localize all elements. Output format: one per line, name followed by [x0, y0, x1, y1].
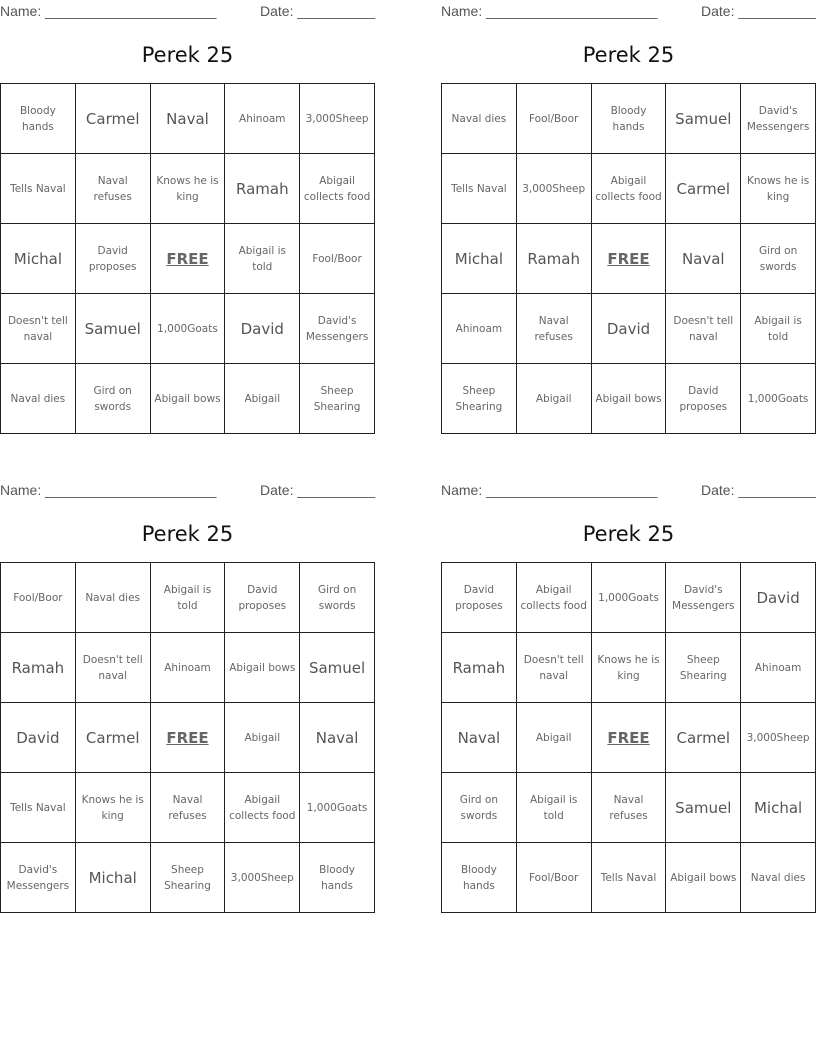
bingo-cell: Naval dies — [76, 563, 151, 633]
bingo-cell: Ahinoam — [741, 633, 816, 703]
bingo-card-3 — [0, 479, 375, 919]
card-header — [441, 0, 816, 22]
name-line: Name: ______________________ — [0, 482, 217, 498]
bingo-cell: David's Messengers — [741, 84, 816, 154]
bingo-cell: David proposes — [666, 364, 741, 434]
bingo-cell: Michal — [741, 773, 816, 843]
bingo-cell: David — [741, 563, 816, 633]
bingo-cell: Doesn't tell naval — [666, 294, 741, 364]
bingo-cell: Ramah — [517, 224, 592, 294]
bingo-cell: Carmel — [76, 84, 151, 154]
free-space: FREE — [592, 703, 667, 773]
bingo-cell: Ramah — [1, 633, 76, 703]
bingo-cell: Tells Naval — [442, 154, 517, 224]
bingo-cell: David — [592, 294, 667, 364]
bingo-grid — [441, 562, 816, 913]
bingo-cell: Ahinoam — [442, 294, 517, 364]
bingo-cell: Samuel — [300, 633, 375, 703]
card-header — [441, 479, 816, 501]
bingo-card-1 — [0, 0, 375, 440]
bingo-cell: Carmel — [666, 703, 741, 773]
bingo-cell: Naval dies — [741, 843, 816, 913]
bingo-cell: Naval dies — [442, 84, 517, 154]
card-title: Perek 25 — [582, 43, 675, 67]
bingo-cell: Ahinoam — [151, 633, 226, 703]
bingo-cell: Naval refuses — [76, 154, 151, 224]
card-title: Perek 25 — [141, 522, 234, 546]
bingo-cell: Abigail — [517, 703, 592, 773]
bingo-cell: Naval — [300, 703, 375, 773]
bingo-cell: Abigail bows — [151, 364, 226, 434]
bingo-cell: Ramah — [442, 633, 517, 703]
free-space: FREE — [151, 703, 226, 773]
bingo-cell: Naval refuses — [517, 294, 592, 364]
bingo-cell: Bloody hands — [300, 843, 375, 913]
bingo-cell: Tells Naval — [1, 773, 76, 843]
bingo-cell: Michal — [1, 224, 76, 294]
bingo-cell: Abigail is told — [517, 773, 592, 843]
bingo-cell: Samuel — [76, 294, 151, 364]
bingo-cell: Sheep Shearing — [151, 843, 226, 913]
bingo-cell: Abigail bows — [225, 633, 300, 703]
bingo-cell: David proposes — [76, 224, 151, 294]
bingo-cell: Doesn't tell naval — [76, 633, 151, 703]
bingo-cell: Carmel — [666, 154, 741, 224]
bingo-grid — [0, 562, 375, 913]
bingo-cell: Bloody hands — [1, 84, 76, 154]
bingo-grid — [0, 83, 375, 434]
bingo-cell: Naval refuses — [592, 773, 667, 843]
bingo-cell: Doesn't tell naval — [517, 633, 592, 703]
bingo-cell: Fool/Boor — [300, 224, 375, 294]
bingo-cell: David — [225, 294, 300, 364]
bingo-cell: Sheep Shearing — [666, 633, 741, 703]
bingo-cell: 1,000Goats — [151, 294, 226, 364]
bingo-cell: 1,000Goats — [300, 773, 375, 843]
bingo-cell: Tells Naval — [592, 843, 667, 913]
name-line: Name: ______________________ — [0, 3, 217, 19]
bingo-cell: 1,000Goats — [741, 364, 816, 434]
bingo-cell: Abigail — [517, 364, 592, 434]
date-line: Date: __________ — [260, 3, 376, 19]
bingo-cell: Naval — [666, 224, 741, 294]
bingo-cell: 3,000Sheep — [517, 154, 592, 224]
card-title: Perek 25 — [582, 522, 675, 546]
bingo-cell: Knows he is king — [592, 633, 667, 703]
bingo-cell: Sheep Shearing — [300, 364, 375, 434]
bingo-cell: Knows he is king — [76, 773, 151, 843]
card-header — [0, 479, 375, 501]
bingo-cell: Sheep Shearing — [442, 364, 517, 434]
bingo-cell: Gird on swords — [300, 563, 375, 633]
bingo-card-4 — [441, 479, 816, 919]
bingo-cell: David's Messengers — [300, 294, 375, 364]
bingo-cell: 3,000Sheep — [300, 84, 375, 154]
bingo-cell: Tells Naval — [1, 154, 76, 224]
bingo-cell: 1,000Goats — [592, 563, 667, 633]
bingo-cell: Bloody hands — [592, 84, 667, 154]
bingo-cell: Knows he is king — [741, 154, 816, 224]
bingo-cell: Carmel — [76, 703, 151, 773]
bingo-cell: Abigail — [225, 364, 300, 434]
bingo-cell: Doesn't tell naval — [1, 294, 76, 364]
bingo-cell: 3,000Sheep — [741, 703, 816, 773]
bingo-cell: Abigail bows — [592, 364, 667, 434]
bingo-cell: Abigail collects food — [517, 563, 592, 633]
bingo-cell: Ahinoam — [225, 84, 300, 154]
bingo-cell: David — [1, 703, 76, 773]
bingo-cell: Abigail bows — [666, 843, 741, 913]
bingo-cell: David proposes — [442, 563, 517, 633]
bingo-cell: David proposes — [225, 563, 300, 633]
date-line: Date: __________ — [701, 3, 816, 19]
bingo-cell: David's Messengers — [1, 843, 76, 913]
bingo-cell: Naval — [151, 84, 226, 154]
bingo-cell: Gird on swords — [76, 364, 151, 434]
bingo-cell: Fool/Boor — [517, 84, 592, 154]
bingo-cell: Ramah — [225, 154, 300, 224]
bingo-cell: Fool/Boor — [1, 563, 76, 633]
name-line: Name: ______________________ — [441, 482, 658, 498]
bingo-cell: Gird on swords — [442, 773, 517, 843]
bingo-cell: Fool/Boor — [517, 843, 592, 913]
date-line: Date: __________ — [701, 482, 816, 498]
bingo-cell: Abigail is told — [151, 563, 226, 633]
card-header — [0, 0, 375, 22]
bingo-cell: Abigail collects food — [300, 154, 375, 224]
bingo-cell: Michal — [442, 224, 517, 294]
bingo-cell: Abigail is told — [225, 224, 300, 294]
date-line: Date: __________ — [260, 482, 376, 498]
bingo-cell: Samuel — [666, 773, 741, 843]
bingo-cell: Michal — [76, 843, 151, 913]
card-title: Perek 25 — [141, 43, 234, 67]
bingo-cell: Naval refuses — [151, 773, 226, 843]
bingo-cell: 3,000Sheep — [225, 843, 300, 913]
bingo-cell: Abigail collects food — [225, 773, 300, 843]
bingo-cell: David's Messengers — [666, 563, 741, 633]
bingo-grid — [441, 83, 816, 434]
free-space: FREE — [151, 224, 226, 294]
free-space: FREE — [592, 224, 667, 294]
bingo-cell: Naval dies — [1, 364, 76, 434]
bingo-cell: Knows he is king — [151, 154, 226, 224]
bingo-cell: Abigail — [225, 703, 300, 773]
name-line: Name: ______________________ — [441, 3, 658, 19]
bingo-card-2 — [441, 0, 816, 440]
bingo-cell: Samuel — [666, 84, 741, 154]
bingo-cell: Abigail collects food — [592, 154, 667, 224]
bingo-cell: Abigail is told — [741, 294, 816, 364]
bingo-cell: Gird on swords — [741, 224, 816, 294]
bingo-cell: Bloody hands — [442, 843, 517, 913]
bingo-cell: Naval — [442, 703, 517, 773]
